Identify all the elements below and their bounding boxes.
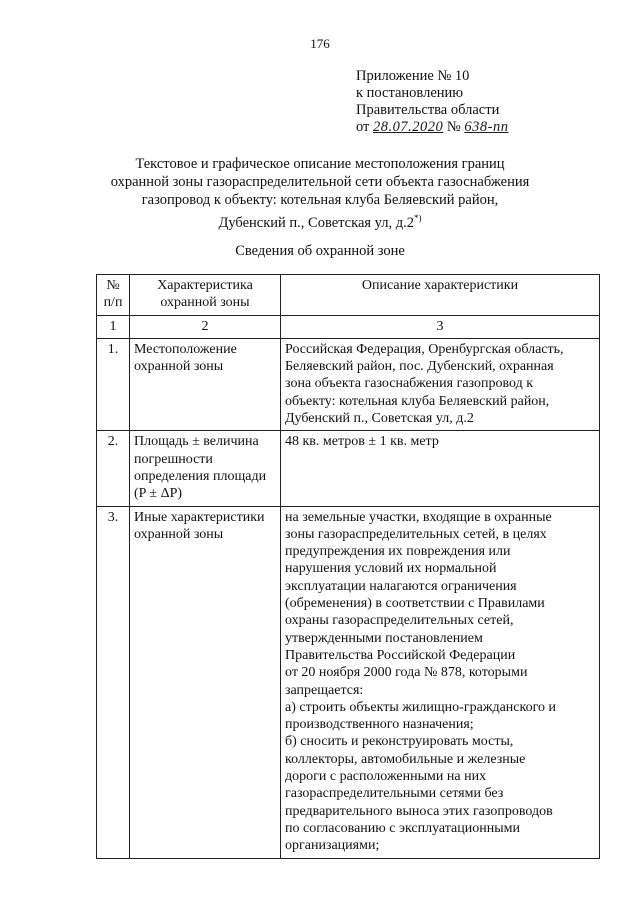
header-num: № п/п <box>97 275 130 316</box>
row-number: 1. <box>97 338 130 430</box>
page-number: 176 <box>310 36 330 51</box>
appendix-line-government: Правительства области <box>356 102 500 118</box>
row-description: на земельные участки, входящие в охранные зоны газораспределительных сетей, в целях предупреждения их повреждения или нарушения условий их нормальной эксплуатации налагаются ограничения (обременения) в соответствии с Правилами охраны газораспределительных сетей, утвержденными постановлением Правительства Российской Федерации от 20 ноября 2000 года № 878, которыми запрещается: а) строить объекты жилищно-гражданского и производственного назначения; б) сносить и реконструировать мосты, коллекторы, автомобильные и железные дороги с расположенными на них газораспределительными сетями без предварительного выноса этих газопроводов по согласованию с эксплуатационными организациями; <box>281 506 600 858</box>
table-header-row <box>97 275 600 316</box>
section-title: Сведения об охранной зоне <box>235 243 405 259</box>
table-row <box>97 506 600 858</box>
row-number: 2. <box>97 431 130 506</box>
row-characteristic: Иные характеристики охранной зоны <box>130 506 281 858</box>
zone-info-table <box>96 274 600 859</box>
number-prefix: № <box>446 119 461 135</box>
column-number: 2 <box>130 315 281 338</box>
from-prefix: от <box>356 119 370 135</box>
document-title <box>60 155 580 232</box>
row-number: 3. <box>97 506 130 858</box>
title-line: охранной зоны газораспределительной сети объекта газоснабжения <box>110 174 530 190</box>
appendix-line-resolution: к постановлению <box>356 85 464 101</box>
handwritten-number: 638-пп <box>464 119 509 135</box>
row-description: 48 кв. метров ± 1 кв. метр <box>281 431 600 506</box>
column-numbers-row <box>97 315 600 338</box>
footnote-mark: *) <box>414 213 422 223</box>
title-line: Текстовое и графическое описание местоположения границ <box>135 156 505 172</box>
row-characteristic: Площадь ± величина погрешности определения площади (P ± ΔP) <box>130 431 281 506</box>
appendix-date-line <box>356 119 508 136</box>
title-line: Дубенский п., Советская ул, д.2*) <box>218 213 422 231</box>
column-number: 1 <box>97 315 130 338</box>
column-number: 3 <box>281 315 600 338</box>
row-description: Российская Федерация, Оренбургская область, Беляевский район, пос. Дубенский, охранная зона объекта газоснабжения газопровод к объекту: котельная клуба Беляевский район, Дубенский п., Советская ул, д.2 <box>281 338 600 430</box>
header-characteristic: Характеристика охранной зоны <box>130 275 281 316</box>
appendix-title: Приложение № 10 <box>356 68 470 84</box>
title-line: газопровод к объекту: котельная клуба Беляевский район, <box>141 192 499 208</box>
row-characteristic: Местоположение охранной зоны <box>130 338 281 430</box>
handwritten-date: 28.07.2020 <box>373 119 444 135</box>
table-row <box>97 338 600 430</box>
appendix-block <box>356 68 508 136</box>
table-row <box>97 431 600 506</box>
header-description: Описание характеристики <box>281 275 600 316</box>
